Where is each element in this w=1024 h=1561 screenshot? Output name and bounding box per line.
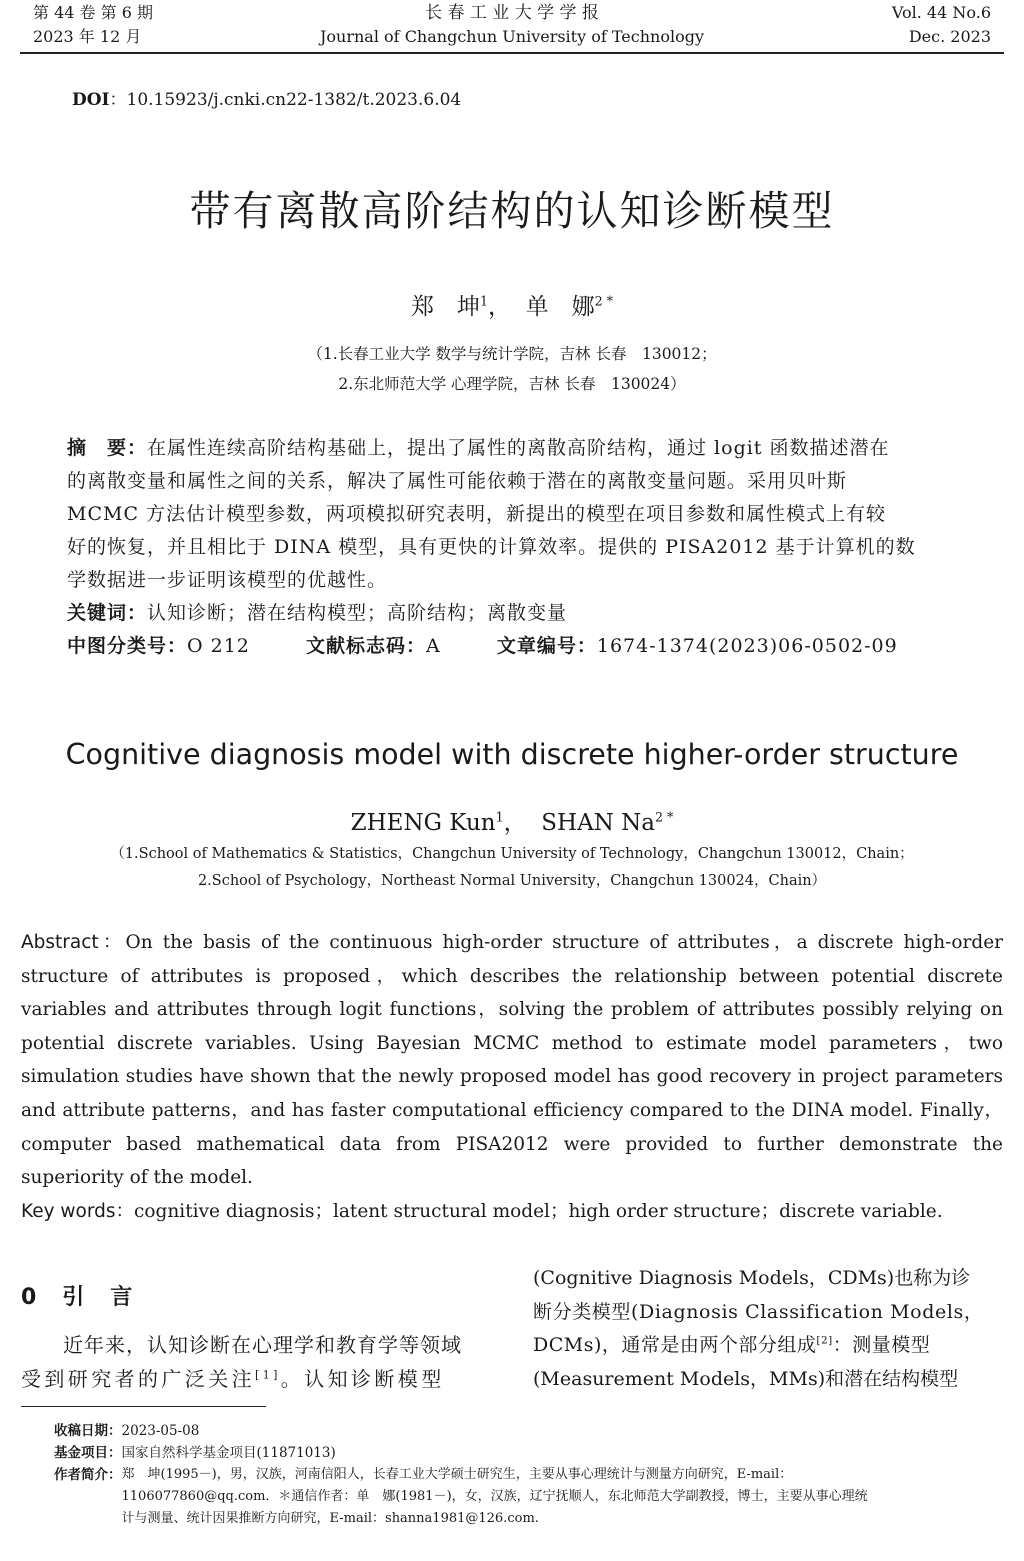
author-bio: 郑 坤(1995－)，男，汉族，河南信阳人，长春工业大学硕士研究生，主要从事心理统计与测量方向研究，E-mail： 1106077860@qq.com．＊通信作者：单 娜(1981－)，女，汉族，辽宁抚顺人，东北师范大学副教授，博士，主要从事心理统 计与测量、统计因果推断方向研究，E-mail：shanna1981@126.com. (121, 1467, 868, 1526)
keywords-en-label: Key words (21, 1200, 116, 1222)
abstract-cn: 摘 要：在属性连续高阶结构基础上，提出了属性的离散高阶结构，通过 logit 函数描述潜在 的离散变量和属性之间的关系，解决了属性可能依赖于潜在的离散变量问题。采用贝叶斯 MCMC 方法估计模型参数，两项模拟研究表明，新提出的模型在项目参数和属性模式上有较 好的恢复，并且相比于 DINA 模型，具有更快的计算效率。提供的 PISA2012 基于计算机的数 学数据进一步证明该模型的优越性。 关键词：认知诊断；潜在结构模型；高阶结构；离散变量 中图分类号：O 212 文献标志码：A 文章编号：1674-1374(2023)06-0502-09 (67, 432, 959, 663)
authors-cn: 郑 坤$^1$， 单 娜$^{2 *}$ (410, 293, 614, 320)
header-volume-cn: 第 44 卷 第 6 期 (33, 3, 153, 22)
footnotes: 收稿日期：2023-05-08 基金项目：国家自然科学基金项目(11871013) 作者简介： 郑 坤(1995－)，男，汉族，河南信阳人，长春工业大学硕士研究生，主要从事心理统计与测量方向研究，E-mail： 1106077860@qq.com．＊通信作者：单 娜(1981－)，女，汉族，辽宁抚顺人，东北师范大学副教授，博士，主要从事心理统 计与测量、统计因果推断方向研究，E-mail：shanna1981@126.com. (54, 1420, 1014, 1530)
abstract-en: Abstract：On the basis of the continuous high-order structure of attributes，a discrete high-order structure of attributes is proposed，which describes the relationship between potential discrete variables and attributes through logit functions，solving the problem of attributes possibly relying on potential discrete variables. Using Bayesian MCMC method to estimate model parameters，two simulation studies have shown that the newly proposed model has good recovery in project parameters and attribute patterns，and has faster computational efficiency compared to the DINA model. Finally， computer based mathematical data from PISA2012 were provided to further demonstrate the superiority of the model. Key words：cognitive diagnosis；latent structural model；high order structure；discrete variable. (21, 932, 1003, 1222)
affil-en-2: 2.School of Psychology，Northeast Normal University，Changchun 130024，Chain） (197, 873, 827, 889)
header-rule (20, 52, 1004, 54)
authors-en: ZHENG Kun$^1$， SHAN $Na^{2 *}$ (350, 809, 674, 836)
header-journal-cn: 长 春 工 业 大 学 学 报 (425, 3, 599, 23)
received-date: 2023-05-08 (121, 1423, 200, 1439)
header-volume-en: Vol. 44 No.6 (891, 3, 991, 22)
keywords-cn: 认知诊断；潜在结构模型；高阶结构；离散变量 (147, 602, 568, 624)
ref-1: [1] (255, 1368, 281, 1382)
affil-en-1: （1.School of Mathematics & Statistics，Changchun University of Technology，Changchun 130012，Chain； (110, 846, 914, 862)
ref-2: [2] (816, 1334, 833, 1347)
abstract-en-label: Abstract (21, 932, 99, 953)
footnote-rule (21, 1406, 266, 1407)
abstract-cn-label: 摘 要： (67, 437, 148, 459)
header-date-en: Dec. 2023 (908, 27, 991, 46)
author-1-cn: 郑 坤 (410, 294, 480, 320)
title-cn: 带有离散高阶结构的认知诊断模型 (189, 187, 835, 235)
author-2-cn: 单 娜 (525, 294, 595, 320)
intro-right-column: (Cognitive Diagnosis Models，CDMs)也称为诊 断分类模型(Diagnosis Classification Models， DCMs)，通常是由两个部分组成[2]：测量模型 (Measurement Models，MMs)和潜在结构模型 (533, 1267, 984, 1390)
author-1-en: ZHENG Kun (350, 810, 496, 836)
affil-cn-2: 2.东北师范大学 心理学院，吉林 长春 130024） (338, 375, 686, 393)
doi-line: DOI：10.15923/j.cnki.cn22-1382/t.2023.6.04 (72, 90, 462, 110)
keywords-en: ：cognitive diagnosis；latent structural model；high order structure；discrete variable. (115, 1200, 943, 1222)
intro-left-column: 近年来，认知诊断在心理学和教育学等领域 受到研究者的广泛关注[1]。认知诊断模型 (21, 1333, 462, 1391)
header-date-cn: 2023 年 12 月 (33, 27, 142, 46)
fund-project: 国家自然科学基金项目(11871013) (121, 1445, 336, 1461)
keywords-cn-label: 关键词： (67, 602, 148, 624)
author-2-en: SHAN Na (541, 810, 655, 836)
header-journal-en: Journal of Changchun University of Technology (320, 27, 704, 46)
title-en: Cognitive diagnosis model with discrete higher-order structure (65, 738, 959, 771)
section-heading-intro: 0 引 言 (21, 1285, 135, 1310)
classification-line: 中图分类号：O 212 文献标志码：A 文章编号：1674-1374(2023)06-0502-09 (67, 635, 898, 657)
affil-cn-1: （1.长春工业大学 数学与统计学院，吉林 长春 130012； (307, 345, 717, 363)
doi-label: DOI (72, 90, 110, 110)
doi-value: 10.15923/j.cnki.cn22-1382/t.2023.6.04 (126, 90, 462, 110)
